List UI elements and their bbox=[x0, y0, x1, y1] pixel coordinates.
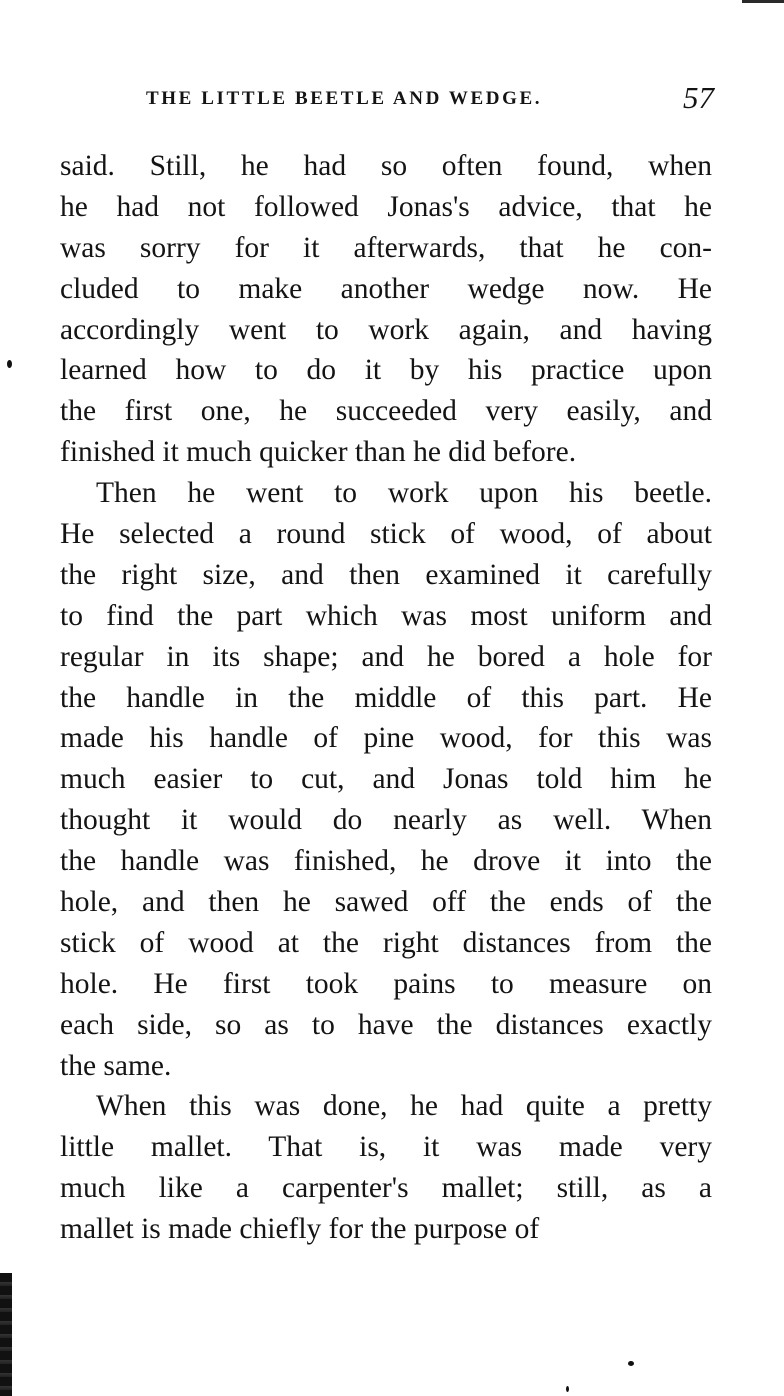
text-line: hole. He first took pains to measure on bbox=[60, 967, 712, 1000]
text-line: much easier to cut, and Jonas told him he bbox=[60, 763, 712, 796]
body-text bbox=[60, 146, 712, 1250]
text-line: much like a carpenter's mallet; still, as a bbox=[60, 1172, 712, 1205]
ink-speck bbox=[628, 1361, 634, 1366]
text-line: said. Still, he had so often found, when bbox=[60, 150, 712, 182]
text-line: the first one, he succeeded very easily, and bbox=[60, 395, 712, 428]
ink-speck bbox=[7, 360, 12, 368]
running-title: THE LITTLE BEETLE AND WEDGE. bbox=[146, 88, 543, 109]
text-line: each side, so as to have the distances exactly bbox=[60, 1008, 712, 1041]
text-line: was sorry for it afterwards, that he con- bbox=[60, 231, 712, 264]
text-line: learned how to do it by his practice upon bbox=[60, 354, 712, 387]
page-header bbox=[60, 82, 714, 118]
text-line: hole, and then he sawed off the ends of the bbox=[60, 886, 712, 919]
text-line: the handle in the middle of this part. He bbox=[60, 681, 712, 714]
text-line: to find the part which was most uniform and bbox=[60, 599, 712, 632]
text-line: the same. bbox=[60, 1049, 172, 1082]
text-line: the handle was finished, he drove it into the bbox=[60, 845, 712, 878]
text-line: accordingly went to work again, and having bbox=[60, 313, 712, 346]
text-line: he had not followed Jonas's advice, that he bbox=[60, 190, 712, 223]
page-number: 57 bbox=[683, 80, 714, 115]
text-line: When this was done, he had quite a pretty bbox=[96, 1090, 712, 1123]
binding-edge bbox=[0, 1273, 12, 1396]
text-line: little mallet. That is, it was made very bbox=[60, 1131, 712, 1164]
text-line: made his handle of pine wood, for this was bbox=[60, 722, 712, 755]
text-line: finished it much quicker than he did before. bbox=[60, 436, 577, 469]
text-line: Then he went to work upon his beetle. bbox=[96, 477, 712, 510]
text-line: cluded to make another wedge now. He bbox=[60, 272, 712, 305]
text-line: regular in its shape; and he bored a hole for bbox=[60, 640, 712, 673]
text-line: thought it would do nearly as well. When bbox=[60, 804, 712, 837]
text-line: the right size, and then examined it carefully bbox=[60, 558, 712, 591]
text-line: He selected a round stick of wood, of about bbox=[60, 518, 712, 551]
text-line: stick of wood at the right distances from the bbox=[60, 926, 712, 959]
text-line: mallet is made chiefly for the purpose of bbox=[60, 1213, 540, 1246]
ink-speck bbox=[566, 1386, 569, 1392]
scan-edge-rule bbox=[742, 0, 784, 3]
